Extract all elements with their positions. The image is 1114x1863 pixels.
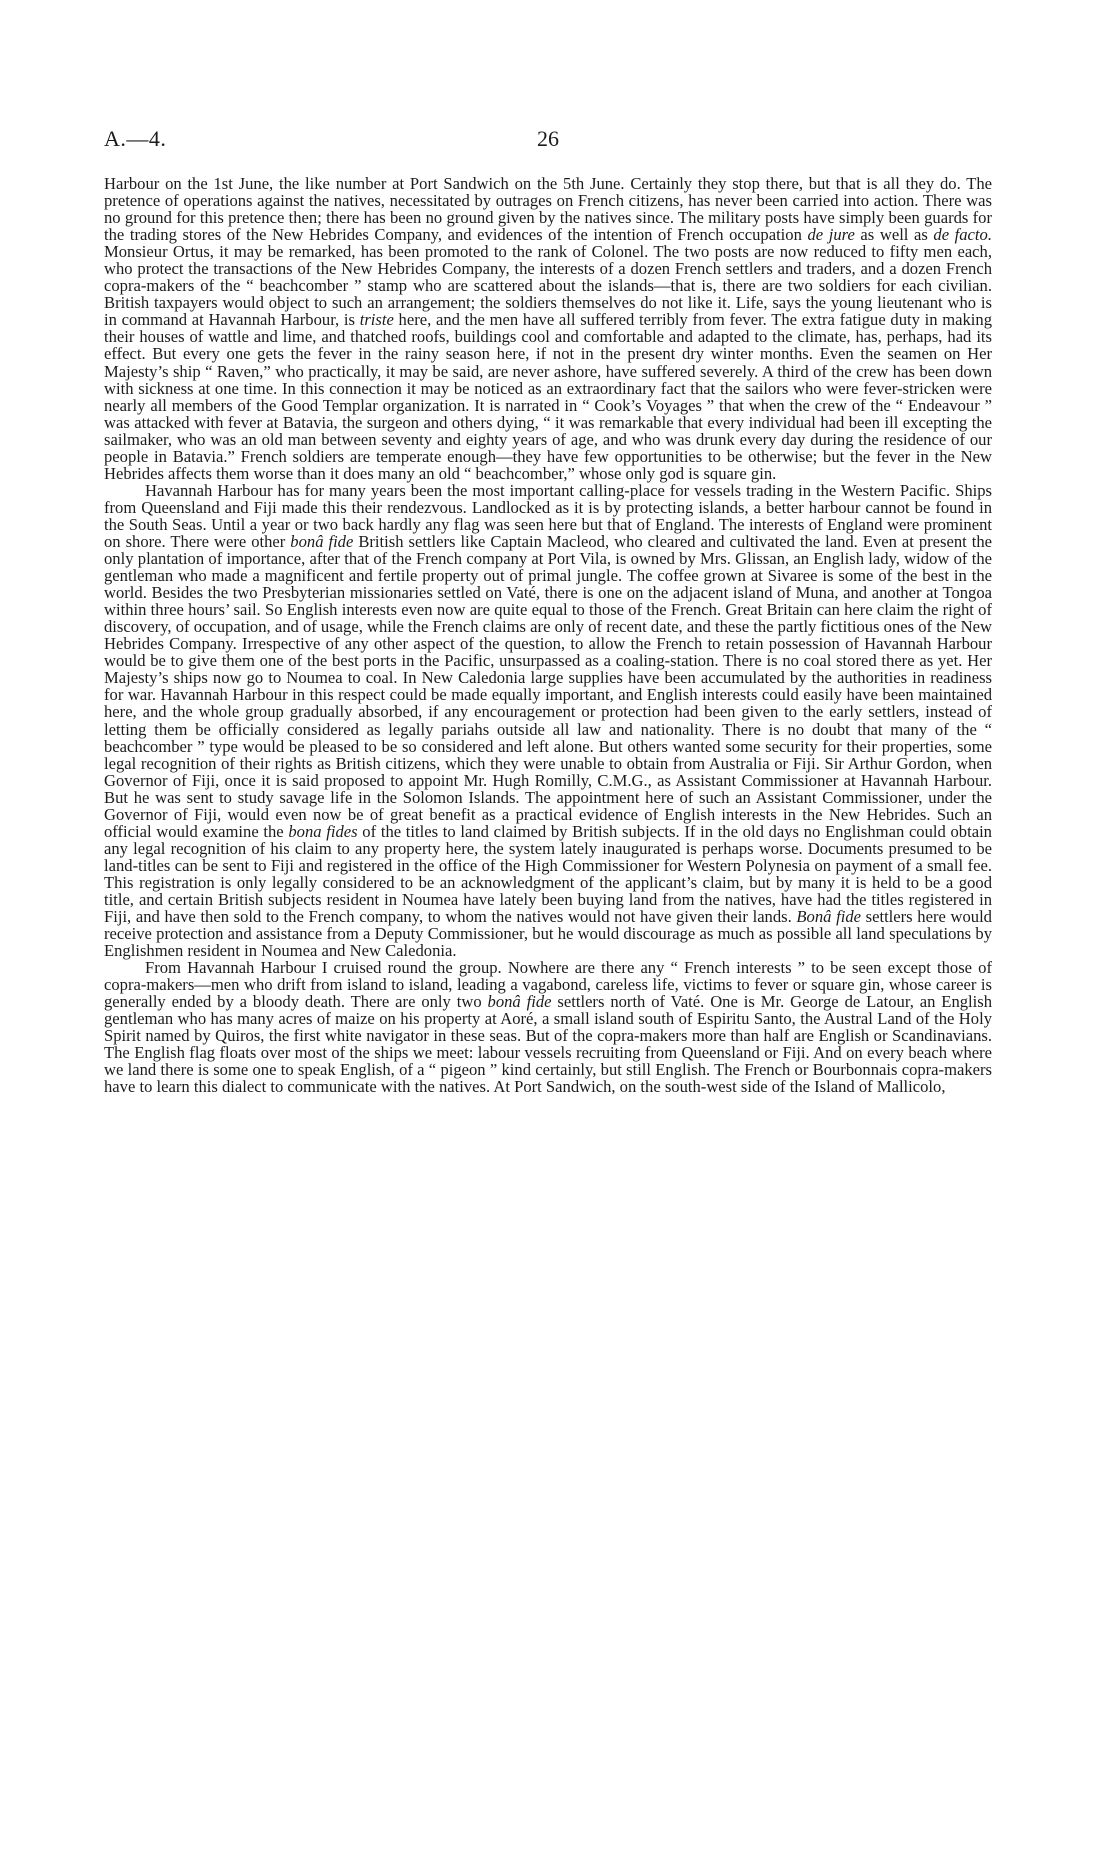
italic-text: Bonâ fide [796,907,861,927]
italic-text: triste [359,310,394,330]
page-header [104,126,992,156]
text-run: British settlers like Captain Macleod, who cleared and cultivated the land. Even at present the only plantation of importance, after that of the French company at Port Vila, is owned by Mrs. Glissan, an English lady, widow of the gentleman who made a magnificent and fertile property out of primal jungle. The coffee grown at Sivaree is some of the best in the world. Besides the two Presbyterian missionaries settled on Vaté, there is one on the adjacent island of Muna, and another at Tongoa within three hours’ sail. So English interests even now are quite equal to those of the French. Great Britain can here claim the right of discovery, of occupation, and of usage, while the French claims are only of recent date, and these the partly fictitious ones of the New Hebrides Company. Irrespective of any other aspect of the question, to allow the French to retain possession of Havannah Harbour would be to give them one of the best ports in the Pacific, unsurpassed as a coaling-station. There is no coal stored there as yet. Her Majesty’s ships now go to Noumea to coal. In New Caledonia large supplies have been accumulated by the authorities in readiness for war. Havannah Harbour in this respect could be made equally important, and English interests could easily have been maintained here, and the whole group gradually absorbed, if any encouragement or protection had been given to the early settlers, instead of letting them be officially considered as legally pariahs outside all law and nationality. There is no doubt that many of the “ beachcomber ” type would be pleased to be so considered and left alone. But others wanted some security for their properties, some legal recognition of their rights as British citizens, which they were unable to obtain from Australia or Fiji. Sir Arthur Gordon, when Governor of Fiji, once it is said proposed to appoint Mr. Hugh Romilly, C.M.G., as Assistant Commissioner at Havannah Harbour. But he was sent to study savage life in the Solomon Islands. The appointment here of such an Assistant Commissioner, under the Governor of Fiji, would even now be of great benefit as a practical evidence of English interests in the New Hebrides. Such an official would examine the [104,531,993,841]
italic-text: bonâ fide [487,992,552,1012]
italic-text: de jure [807,225,855,245]
text-run: as well as [854,225,934,245]
page-number: 26 [537,126,559,151]
text-run: Havannah Harbour has for many years been the most important calling-place for vessels trading in the Western Pacific. Ships from Queensland and Fiji made this their rendezvous. Landlocked as it is by protecting islands, a better harbour cannot be found in the South Seas. Until a year or two back hardly any flag was seen here but that of England. The interests of England were prominent on shore. There were other [104,480,992,551]
text-run: Monsieur Ortus, it may be remarked, has been promoted to the rank of Colonel. The two posts are now reduced to fifty men each, who protect the transactions of the New Hebrides Company, the interests of a dozen French settlers and traders, and a dozen French copra-makers of the “ beachcomber ” stamp who are scattered about the islands—that is, there are two soldiers for each civilian. British taxpayers would object to such an arrangement; the soldiers themselves do not like it. Life, says the young lieutenant who is in command at Havannah Harbour, is [104,242,992,330]
italic-text: bonâ fide [290,531,354,551]
text-run: here, and the men have all suffered terribly from fever. The extra fatigue duty in making their houses of wattle and lime, and thatched roofs, buildings cool and comfortable and adapted to the climate, has, perhaps, had its effect. But every one gets the fever in the rainy season here, if not in the present dry winter months. Even the seamen on Her Majesty’s ship “ Raven,” who practically, it may be said, are never ashore, have suffered severely. A third of the crew has been down with sickness at one time. In this connection it may be noticed as an extraordinary fact that the sailors who were fever-stricken were nearly all members of the Good Templar organization. It is narrated in “ Cook’s Voyages ” that when the crew of the “ Endeavour ” was attacked with fever at Batavia, the surgeon and others dying, “ it was remarkable that every individual had been ill excepting the sailmaker, who was an old man between seventy and eighty years of age, and who was drunk every day during the residence of our people in Batavia.” French soldiers are temperate enough—they have few opportunities to be otherwise; but the fever in the New Hebrides affects them worse than it does many an old “ beachcomber,” whose only god is square gin. [104,310,992,483]
italic-text: de facto. [933,225,992,245]
document-reference: A.—4. [104,126,167,151]
text-run: settlers north of Vaté. One is Mr. George de Latour, an English gentleman who has many acres of maize on his property at Aoré, a small island south of Espiritu Santo, the Austral Land of the Holy Spirit named by Quiros, the first white navigator in these seas. But of the copra-makers more than half are English or Scandinavians. The English flag floats over most of the ships we meet: labour vessels recruiting from Queensland or Fiji. And on every beach where we land there is some one to speak English, of a “ pigeon ” kind certainly, but still English. The French or Bourbonnais copra-makers have to learn this dialect to communicate with the natives. At Port Sandwich, on the south-west side of the Island of Mallicolo, [104,992,993,1097]
text-run: of the titles to land claimed by British subjects. If in the old days no Englishman could obtain any legal recognition of his claim to any property here, the system lately inaugurated is perhaps worse. Documents presumed to be land-titles can be sent to Fiji and registered in the office of the High Commissioner for Western Polynesia on payment of a small fee. This registration is only legally considered to be an acknowledgment of the applicant’s claim, but by many it is held to be a good title, and certain British subjects resident in Noumea have lately been buying land from the natives, have had the titles registered in Fiji, and have then sold to the French company, to whom the natives would not have given their lands. [104,821,992,927]
italic-text: bona fides [288,821,358,841]
text-run: From Havannah Harbour I cruised round the group. Nowhere are there any “ French interests ” to be seen except those of copra-makers—men who drift from island to island, leading a vagabond, careless life, victims to fever or square gin, whose career is generally ended by a bloody death. There are only two [104,958,992,1012]
text-run: Harbour on the 1st June, the like number at Port Sandwich on the 5th June. Certainly they stop there, but that is all they do. The pretence of operations against the natives, necessitated by outrages on French citizens, has never been carried into action. There was no ground for this pretence then; there has been no ground given by the natives since. The military posts have simply been guards for the trading stores of the New Hebrides Company, and evidences of the intention of French occupation [104,174,992,245]
body-text [104,175,992,1096]
paragraph [104,959,992,1095]
paragraph [104,482,992,959]
text-run: settlers here would receive protection and assistance from a Deputy Commissioner, but he would discourage as much as possible all land speculations by Englishmen resident in Noumea and New Caledonia. [104,907,992,961]
paragraph [104,175,992,482]
